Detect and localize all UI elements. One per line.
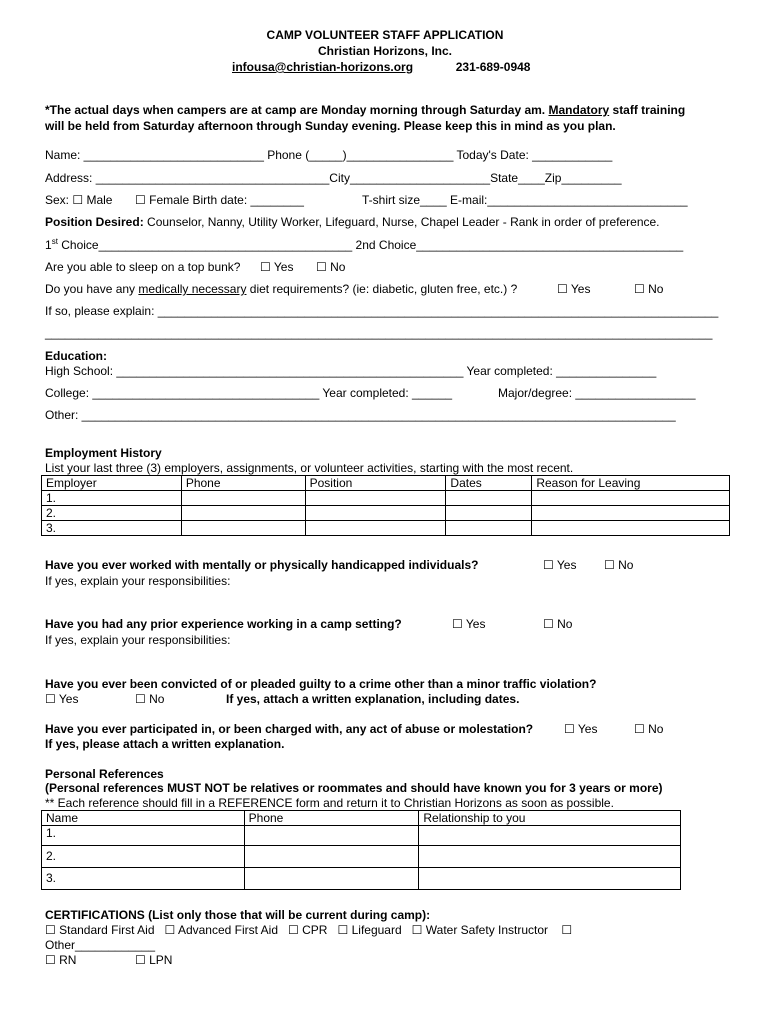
standard-first-aid-checkbox[interactable]: ☐: [45, 923, 56, 937]
camp-explain: If yes, explain your responsibilities:: [45, 633, 231, 647]
references-note: ** Each reference should fill in a REFERENCE form and return it to Christian Horizons as soon as possible.: [45, 796, 614, 810]
col-employer: Employer: [42, 476, 182, 491]
table-cell[interactable]: [181, 521, 305, 536]
education-heading: Education:: [45, 349, 107, 363]
employment-header-row: [42, 476, 730, 491]
diet-text-b: diet requirements? (ie: diabetic, gluten free, etc.) ?: [249, 282, 518, 296]
cpr-label: CPR: [302, 923, 328, 937]
cpr-checkbox[interactable]: ☐: [288, 923, 299, 937]
bunk-question: [45, 260, 240, 274]
diet-no: [634, 282, 663, 296]
contact-phone: 231-689-0948: [455, 60, 531, 74]
employment-instructions: List your last three (3) employers, assignments, or volunteer activities, starting with the most recent.: [45, 461, 574, 475]
crime-no-checkbox[interactable]: ☐: [135, 692, 146, 706]
table-row: [42, 491, 730, 506]
contact-email[interactable]: infousa@christian-horizons.org: [232, 60, 414, 74]
bunk-question-text: Are you able to sleep on a top bunk?: [45, 260, 241, 274]
advanced-first-aid-label: Advanced First Aid: [177, 923, 279, 937]
col-ref-relationship: Relationship to you: [419, 811, 681, 826]
female-row: [135, 193, 304, 207]
sex-row: [45, 193, 112, 207]
references-heading: Personal References: [45, 767, 164, 781]
abuse-no: [634, 722, 663, 736]
handicapped-yes-label: Yes: [556, 558, 577, 572]
choice-fields[interactable]: Choice______________________________________ 2nd Choice________________________________________: [57, 238, 684, 252]
references-header-row: [42, 811, 681, 826]
col-ref-phone: Phone: [244, 811, 419, 826]
choice-row[interactable]: [45, 237, 683, 252]
water-safety-checkbox[interactable]: ☐: [411, 923, 423, 937]
other-cert-checkbox[interactable]: ☐: [561, 923, 573, 937]
female-label: Female: [149, 193, 190, 207]
row-number[interactable]: 2.: [42, 846, 245, 868]
table-cell[interactable]: [305, 491, 446, 506]
row-number[interactable]: 2.: [42, 506, 182, 521]
table-cell[interactable]: [305, 521, 446, 536]
abuse-no-checkbox[interactable]: ☐: [634, 722, 645, 736]
crime-yes-checkbox[interactable]: ☐: [45, 692, 56, 706]
notice-mandatory: Mandatory: [548, 103, 610, 117]
rn-label: RN: [59, 953, 77, 967]
handicapped-yes: [543, 558, 576, 572]
table-cell[interactable]: [532, 521, 730, 536]
lpn-checkbox[interactable]: ☐: [135, 953, 146, 967]
table-cell[interactable]: [419, 826, 681, 846]
abuse-attach-note: If yes, please attach a written explanation.: [45, 737, 285, 751]
diet-yes-checkbox[interactable]: ☐: [557, 282, 568, 296]
choice1-suffix: st: [51, 237, 58, 246]
col-position: Position: [305, 476, 446, 491]
handicapped-explain: If yes, explain your responsibilities:: [45, 574, 231, 588]
crime-yes: [45, 692, 78, 706]
male-checkbox[interactable]: ☐: [72, 193, 84, 207]
female-checkbox[interactable]: ☐: [135, 193, 146, 207]
position-row: [45, 215, 660, 229]
lifeguard-label: Lifeguard: [351, 923, 402, 937]
tshirt-email-field[interactable]: T-shirt size____ E-mail:______________________________: [362, 193, 688, 207]
table-cell[interactable]: [532, 506, 730, 521]
handicapped-question: Have you ever worked with mentally or physically handicapped individuals?: [45, 558, 479, 572]
college-field[interactable]: College: __________________________________ Year completed: ______: [45, 386, 453, 400]
certifications-heading: CERTIFICATIONS (List only those that will be current during camp):: [45, 908, 431, 922]
bunk-no-checkbox[interactable]: ☐: [316, 260, 327, 274]
bunk-yes: [260, 260, 293, 274]
male-label: Male: [86, 193, 113, 207]
rn-option: [45, 953, 76, 967]
organization-name: Christian Horizons, Inc.: [317, 44, 452, 58]
notice-text: *The actual days when campers are at camp are Monday morning through Saturday am.: [45, 103, 546, 117]
diet-explain-field[interactable]: If so, please explain: ____________________________________________________________________________________: [45, 304, 719, 318]
crime-no-label: No: [149, 692, 165, 706]
diet-yes: [557, 282, 590, 296]
camp-yes-label: Yes: [465, 617, 486, 631]
handicapped-no-checkbox[interactable]: ☐: [604, 558, 615, 572]
certifications-row: [45, 923, 572, 937]
col-phone: Phone: [181, 476, 305, 491]
bunk-no: [316, 260, 345, 274]
lifeguard-checkbox[interactable]: ☐: [337, 923, 349, 937]
row-number[interactable]: 1.: [42, 826, 245, 846]
bunk-no-label: No: [330, 260, 346, 274]
abuse-yes: [564, 722, 597, 736]
employment-heading: Employment History: [45, 446, 162, 460]
table-cell[interactable]: [244, 826, 419, 846]
table-cell[interactable]: [446, 491, 532, 506]
table-row: [42, 506, 730, 521]
table-cell[interactable]: [305, 506, 446, 521]
crime-attach-note: If yes, attach a written explanation, including dates.: [226, 692, 520, 706]
notice-line-2: will be held from Saturday afternoon through Sunday evening. Please keep this in mind as you plan.: [45, 119, 616, 133]
choice1-number: 1: [45, 238, 52, 252]
form-title: CAMP VOLUNTEER STAFF APPLICATION: [266, 28, 504, 42]
notice-text-end: staff training: [612, 103, 686, 117]
abuse-yes-checkbox[interactable]: ☐: [564, 722, 575, 736]
abuse-no-label: No: [648, 722, 664, 736]
camp-question: Have you had any prior experience working in a camp setting?: [45, 617, 402, 631]
notice-line-1: [45, 103, 685, 117]
diet-text-underlined: medically necessary: [138, 282, 247, 296]
crime-question: Have you ever been convicted of or pleaded guilty to a crime other than a minor traffic violation?: [45, 677, 597, 691]
rn-checkbox[interactable]: ☐: [45, 953, 56, 967]
water-safety-label: Water Safety Instructor: [425, 923, 549, 937]
table-cell[interactable]: [244, 868, 419, 890]
diet-text-a: Do you have any: [45, 282, 136, 296]
table-cell[interactable]: [181, 491, 305, 506]
table-row: [42, 846, 681, 868]
table-row: [42, 826, 681, 846]
row-number[interactable]: 3.: [42, 521, 182, 536]
bunk-yes-checkbox[interactable]: ☐: [260, 260, 271, 274]
sex-label: Sex:: [45, 193, 70, 207]
diet-explain-line[interactable]: ____________________________________________________________________________________________________: [45, 326, 713, 340]
address-field[interactable]: Address: ___________________________________City_____________________State____Zip_________: [45, 171, 622, 185]
advanced-first-aid-checkbox[interactable]: ☐: [164, 923, 176, 937]
table-cell[interactable]: [244, 846, 419, 868]
col-ref-name: Name: [42, 811, 245, 826]
abuse-yes-label: Yes: [577, 722, 598, 736]
bunk-yes-label: Yes: [273, 260, 294, 274]
other-cert-field[interactable]: Other____________: [45, 938, 156, 952]
high-school-field[interactable]: High School: ____________________________________________________ Year completed: _______________: [45, 364, 657, 378]
camp-yes: [452, 617, 485, 631]
position-options: Counselor, Nanny, Utility Worker, Lifeguard, Nurse, Chapel Leader - Rank in order of preference.: [147, 215, 660, 229]
table-cell[interactable]: [181, 506, 305, 521]
diet-no-checkbox[interactable]: ☐: [634, 282, 645, 296]
table-row: [42, 868, 681, 890]
position-label: Position Desired:: [45, 215, 144, 229]
other-education-field[interactable]: Other: _________________________________________________________________________________________: [45, 408, 676, 422]
name-phone-date-field[interactable]: Name: ___________________________ Phone (_____)________________ Today's Date: ____________: [45, 148, 613, 162]
table-cell[interactable]: [419, 868, 681, 890]
lpn-label: LPN: [149, 953, 173, 967]
table-cell[interactable]: [419, 846, 681, 868]
camp-yes-checkbox[interactable]: ☐: [452, 617, 463, 631]
diet-no-label: No: [648, 282, 664, 296]
handicapped-yes-checkbox[interactable]: ☐: [543, 558, 554, 572]
table-row: [42, 521, 730, 536]
camp-no-checkbox[interactable]: ☐: [543, 617, 554, 631]
lpn-option: [135, 953, 172, 967]
abuse-question: Have you ever participated in, or been charged with, any act of abuse or molestation?: [45, 722, 534, 736]
handicapped-no-label: No: [618, 558, 634, 572]
references-rule: (Personal references MUST NOT be relatives or roommates and should have known you for 3 years or more): [45, 781, 663, 795]
crime-no: [135, 692, 164, 706]
camp-no: [543, 617, 572, 631]
row-number[interactable]: 1.: [42, 491, 182, 506]
diet-question: [45, 282, 517, 296]
table-cell[interactable]: [532, 491, 730, 506]
references-table: [41, 810, 681, 890]
birth-date-field[interactable]: Birth date: ________: [192, 193, 304, 207]
row-number[interactable]: 3.: [42, 868, 245, 890]
employment-table: [41, 475, 730, 536]
handicapped-no: [604, 558, 633, 572]
diet-yes-label: Yes: [570, 282, 591, 296]
col-dates: Dates: [446, 476, 532, 491]
camp-no-label: No: [557, 617, 573, 631]
standard-first-aid-label: Standard First Aid: [59, 923, 155, 937]
col-reason: Reason for Leaving: [532, 476, 730, 491]
major-field[interactable]: Major/degree: __________________: [498, 386, 696, 400]
table-cell[interactable]: [446, 506, 532, 521]
crime-yes-label: Yes: [58, 692, 79, 706]
table-cell[interactable]: [446, 521, 532, 536]
